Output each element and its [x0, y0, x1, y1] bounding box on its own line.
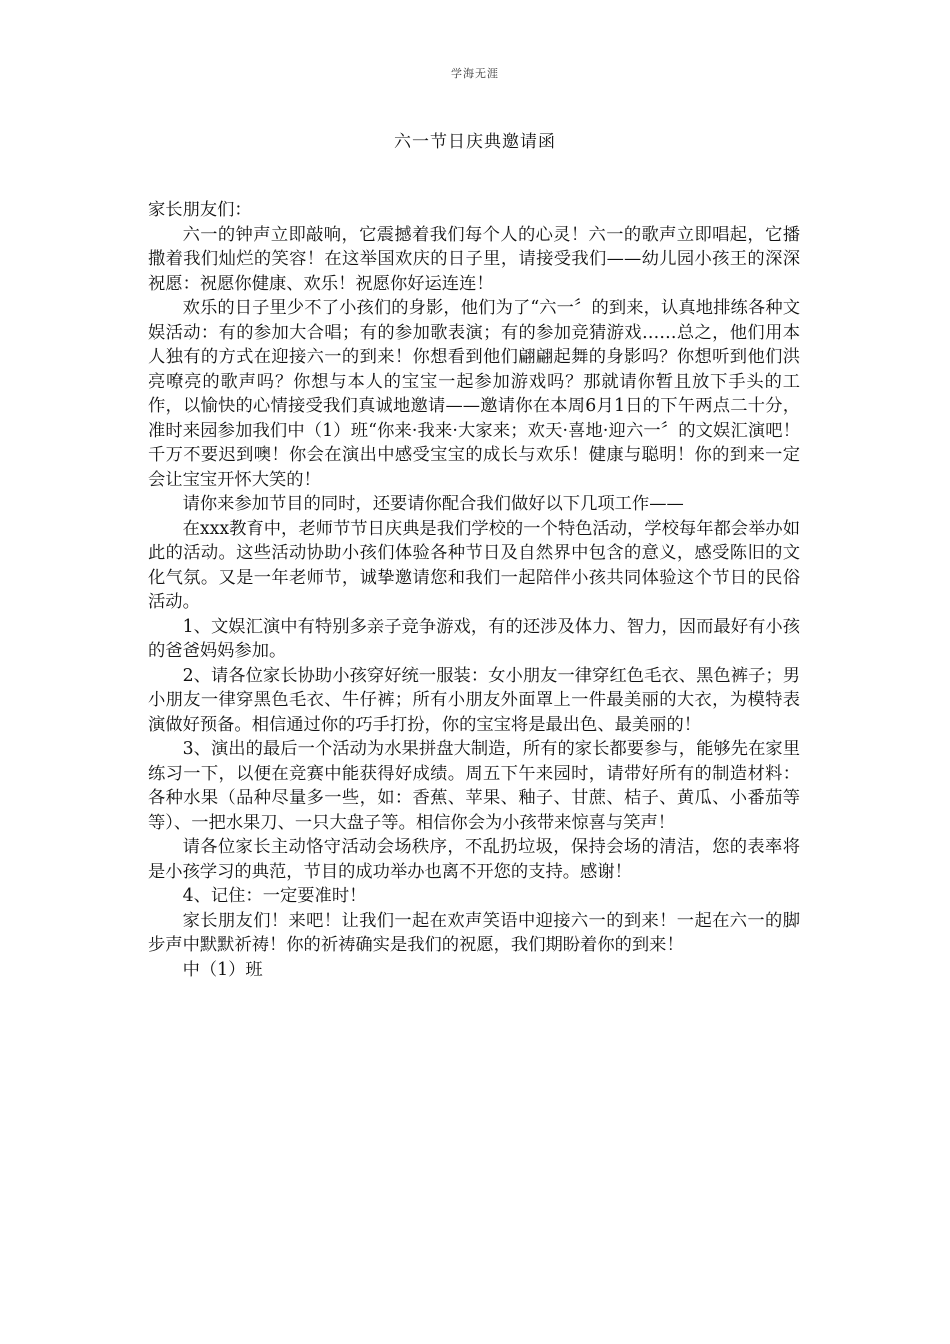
- paragraph-intro: 六一的钟声立即敲响，它震撼着我们每个人的心灵！六一的歌声立即唱起，它播撒着我们灿烂的笑容！在这举国欢庆的日子里，请接受我们——幼儿园小孩王的深深祝愿：祝愿你健康、欢乐！祝愿你好运连连！: [148, 224, 800, 294]
- document-title: 六一节日庆典邀请函: [394, 132, 556, 152]
- paragraph-item-3: 3、演出的最后一个活动为水果拼盘大制造，所有的家长都要参与，能够先在家里练习一下，以便在竞赛中能获得好成绩。周五下午来园时，请带好所有的制造材料：各种水果（品种尽量多一些，如：香蕉、苹果、釉子、甘蔗、桔子、黄瓜、小番茄等等）、一把水果刀、一只大盘子等。相信你会为小孩带来惊喜与笑声！: [148, 739, 800, 833]
- paragraph-invitation: 欢乐的日子里少不了小孩们的身影，他们为了“六一〞的到来，认真地排练各种文娱活动：有的参加大合唱；有的参加歌表演；有的参加竞猜游戏……总之，他们用本人独有的方式在迎接六一的到来！你想看到他们翩翩起舞的身影吗？你想听到他们洪亮嘹亮的歌声吗？你想与本人的宝宝一起参加游戏吗？那就请你暂且放下手头的工作，以愉快的心情接受我们真诚地邀请——邀请你在本周6月1日的下午两点二十分，准时来园参加我们中（1）班“你来·我来·大家来；欢天·喜地·迎六一〞的文娱汇演吧！千万不要迟到噢！你会在演出中感受宝宝的成长与欢乐！健康与聪明！你的到来一定会让宝宝开怀大笑的！: [148, 298, 800, 490]
- paragraph-order: 请各位家长主动恪守活动会场秩序，不乱扔垃圾，保持会场的清洁，您的表率将是小孩学习的典范，节目的成功举办也离不开您的支持。感谢！: [148, 837, 800, 882]
- letter-body: [148, 198, 800, 982]
- signature: 中（1）班: [182, 959, 263, 980]
- paragraph-item-4: 4、记住：一定要准时！: [182, 886, 367, 906]
- paragraph-item-2: 2、请各位家长协助小孩穿好统一服装：女小朋友一律穿红色毛衣、黑色裤子；男小朋友一律穿黑色毛衣、牛仔裤；所有小朋友外面罩上一件最美丽的大衣，为模特表演做好预备。相信通过你的巧手打扮，你的宝宝将是最出色、最美丽的！: [148, 665, 800, 735]
- paragraph-festival: 在xxx教育中，老师节节日庆典是我们学校的一个特色活动，学校每年都会举办如此的活动。这些活动协助小孩们体验各种节日及自然界中包含的意义，感受陈旧的文化气氛。又是一年老师节，诚挚邀请您和我们一起陪伴小孩共同体验这个节日的民俗活动。: [148, 518, 800, 612]
- paragraph-closing: 家长朋友们！来吧！让我们一起在欢声笑语中迎接六一的到来！一起在六一的脚步声中默默祈祷！你的祈祷确实是我们的祝愿，我们期盼着你的到来！: [148, 910, 800, 955]
- paragraph-item-1: 1、文娱汇演中有特别多亲子竞争游戏，有的还涉及体力、智力，因而最好有小孩的爸爸妈妈参加。: [148, 616, 800, 661]
- salutation: 家长朋友们：: [148, 200, 252, 220]
- paragraph-request: 请你来参加节目的同时，还要请你配合我们做好以下几项工作——: [182, 494, 684, 514]
- page-header: 学海无涯: [451, 67, 499, 80]
